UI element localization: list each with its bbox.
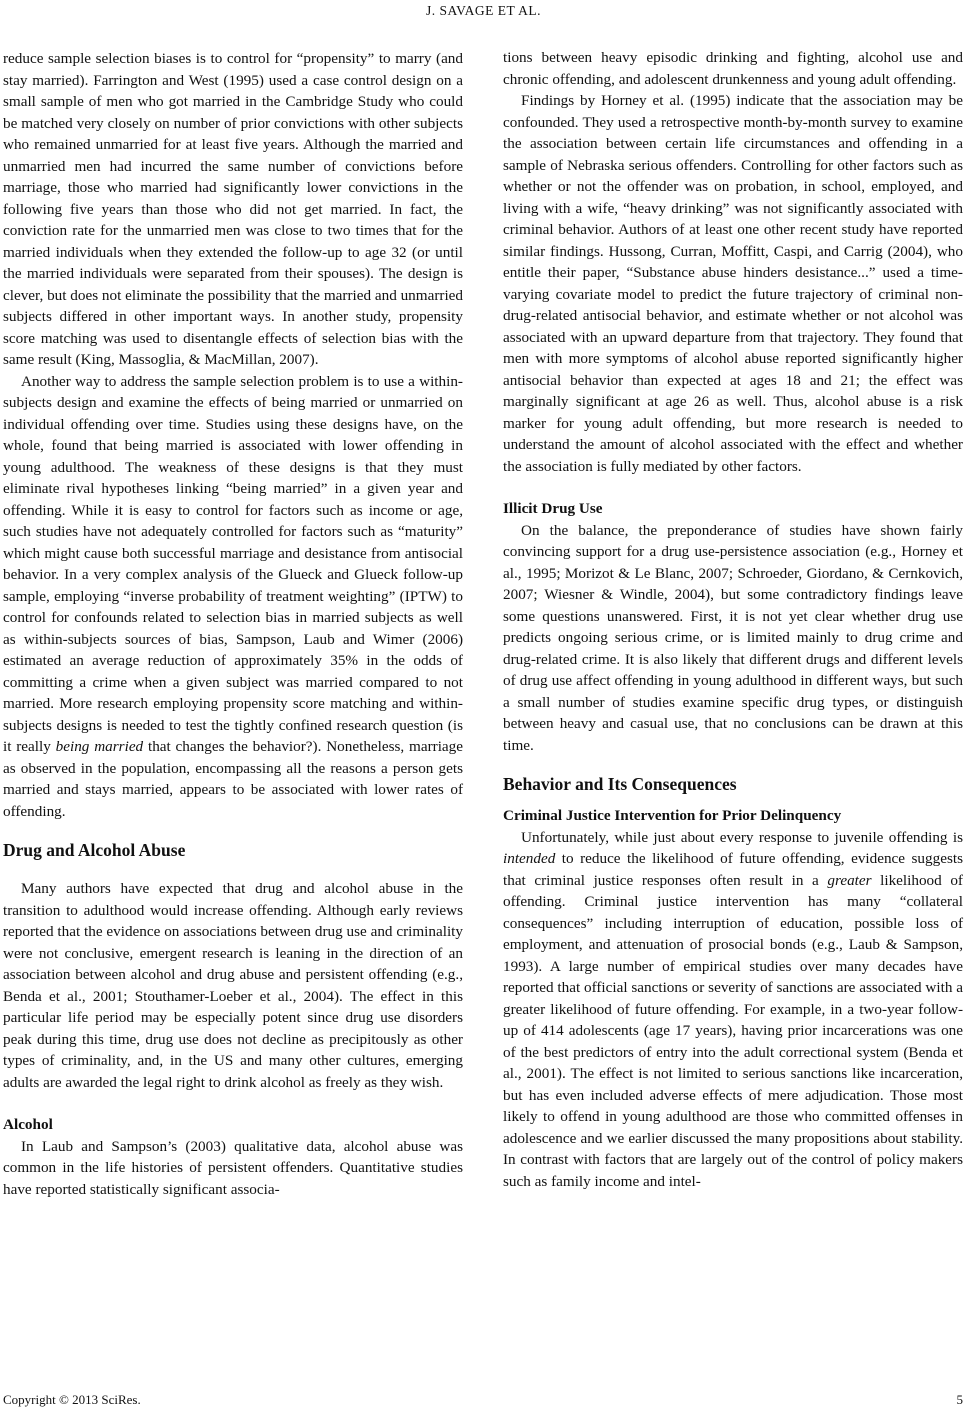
- paragraph-text: that changes the behavior?). Nonetheless, marriage as observed in the population, encompassing all the reasons a person gets married and stays married, appears to be associated with lower rates of offending.: [3, 738, 464, 820]
- paragraph-text: likelihood of offending. Criminal justice intervention has many “collateral consequences” including interruption of education, possible loss of employment, and attenuation of prosocial bonds (e.g., Laub & Sampson, 1993). A large number of empirical studies over many decades have reported that official sanctions or severity of sanctions are associated with a greater likelihood of future offending. For example, in a two-year follow-up of 414 adolescents (age 17 years), having prior incarcerations was one of the best predictors of entry into the adult correctional system (Benda et al., 2001). The effect is not limited to serious sanctions like incarceration, but has even included adverse effects of mere adjudication. Those most likely to offend in young adulthood are those who committed offenses in adolescence and we earlier discussed the many propositions about stability. In contrast with factors that are largely out of the control of policy makers such as family income and intel-: [503, 871, 963, 1190]
- copyright-notice: Copyright © 2013 SciRes.: [3, 1392, 141, 1407]
- paragraph: tions between heavy episodic drinking and fighting, alcohol use and chronic offending, and adolescent drunkenness and young adult offending.: [503, 49, 963, 88]
- page-footer: [3, 1391, 963, 1409]
- running-head: J. SAVAGE ET AL.: [426, 3, 541, 18]
- paragraph: On the balance, the preponderance of studies have shown fairly convincing support for a drug use-persistence association (e.g., Horney et al., 1995; Morizot & Le Blanc, 2007; Schroeder, Giordano, & Cernkovich, 2007; Wiesner & Windle, 2004), but some contradictory findings leave some questions unanswered. First, it is not yet clear whether drug use predicts ongoing serious crime, or is limited mainly to drug crime and drug-related crime. It is also likely that different drugs and different levels of drug use affect offending in young adulthood in different ways, but such a small number of studies examine specific drug types, or distinguish between heavy and casual use, that no conclusions can be drawn at this time.: [503, 521, 963, 754]
- paragraph: In Laub and Sampson’s (2003) qualitative data, alcohol abuse was common in the life histories of persistent offenders. Quantitative studies have reported statistically significant associa-: [3, 1137, 463, 1198]
- section-heading: Drug and Alcohol Abuse: [3, 840, 186, 860]
- subsection-heading: Criminal Justice Intervention for Prior Delinquency: [503, 807, 842, 824]
- left-column: [3, 48, 463, 1200]
- paragraph: reduce sample selection biases is to control for “propensity” to marry (and stay married). Farrington and West (1995) used a case control design on a small sample of men who got married in the Cambridge Study who could be matched very closely on number of prior convictions with other subjects who remained unmarried for at least five years. Although the married and unmarried men had incurred the same number of convictions before marriage, those who married had significantly lower convictions in the following five years than those who did not get married. In fact, the conviction rate for the unmarried men was close to two times that for the married individuals when they extended the follow-up to age 32 (or until the married individuals were separated from their spouses). The design is clever, but does not eliminate the possibility that the married and unmarried subjects differed in other important ways. In another study, propensity score matching was used to disentangle effects of selection bias with the same result (King, Massoglia, & MacMillan, 2007).: [3, 50, 463, 368]
- paragraph-text: Unfortunately, while just about every response to juvenile offending is: [521, 828, 963, 846]
- paragraph: Many authors have expected that drug and alcohol abuse in the transition to adulthood would increase offending. Although early reviews reported that the evidence on associations between drug use and criminality were not conclusive, emergent research is leaning in the direction of an association between alcohol and drug abuse and persistent offending (e.g., Benda et al., 2001; Stouthamer-Loeber et al., 2004). The effect in this particular life period may be especially potent since drug use disorders peak during this time, drug use does not decline as precipitously as other types of criminality, and, in the US and many other cultures, emerging adults are awarded the legal right to drink alcohol as freely as they wish.: [3, 880, 463, 1091]
- paragraph: [3, 371, 463, 823]
- subsection-heading: Alcohol: [3, 1116, 53, 1133]
- emphasis: being married: [55, 738, 144, 755]
- section-heading: Behavior and Its Consequences: [503, 774, 737, 794]
- paragraph-text: Another way to address the sample selection problem is to use a within-subjects design and examine the effects of being married or unmarried on individual offending over time. Studies using these designs have, on the whole, found that being married is associated with lower offending in young adulthood. The weakness of these designs is that they must eliminate rival hypotheses linking “being married” in a given year and offending. While it is easy to control for factors such as income or age, such studies have not adequately controlled for factors such as “maturity” which might cause both successful marriage and desistance from antisocial behavior. In a very complex analysis of the Glueck and Glueck follow-up sample, employing “inverse probability of treatment weighting” (IPTW) to control for confounds related to selection bias in married subjects as well as within-subjects sources of bias, Sampson, Laub and Wimer (2006) estimated an average reduction of approximately 35% in the odds of committing a crime when a given subject was married compared to not married. More research employing propensity score matching and within-subjects designs is needed to test the tightly confined research question (is it really: [3, 372, 463, 755]
- right-column: [503, 47, 963, 1192]
- paragraph: Findings by Horney et al. (1995) indicate that the association may be confounded. They used a retrospective month-by-month survey to examine the association between certain life circumstances and offending in a sample of Nebraska serious offenders. Controlling for other factors such as whether or not the offender was on probation, in school, employed, and living with a wife, “heavy drinking” was not significantly associated with criminal behavior. Authors of at least one other recent study have reported similar findings. Hussong, Curran, Moffitt, Caspi, and Carrig (2004), who entitle their paper, “Substance abuse hinders desistance...” used a time-varying covariate model to predict the future trajectory of criminal non-drug-related antisocial behavior, and estimate whether or not alcohol was associated with an upward departure from that trajectory. They found that men with more symptoms of alcohol abuse reported significantly higher antisocial behavior than expected at ages 18 and 21; the effect was marginally significant at age 26 as well. Thus, alcohol abuse is a risk marker for young adult offending, but more research is needed to understand the amount of alcohol associated with the effect and whether the association is fully mediated by other factors.: [503, 92, 963, 475]
- page-number: 5: [956, 1392, 963, 1407]
- paragraph-text: to reduce the likelihood of future offending, evidence suggests that criminal justice responses often result in a: [503, 850, 963, 889]
- paragraph: [503, 827, 963, 1193]
- emphasis: intended: [503, 850, 556, 867]
- emphasis: greater: [827, 871, 872, 889]
- subsection-heading: Illicit Drug Use: [503, 500, 603, 517]
